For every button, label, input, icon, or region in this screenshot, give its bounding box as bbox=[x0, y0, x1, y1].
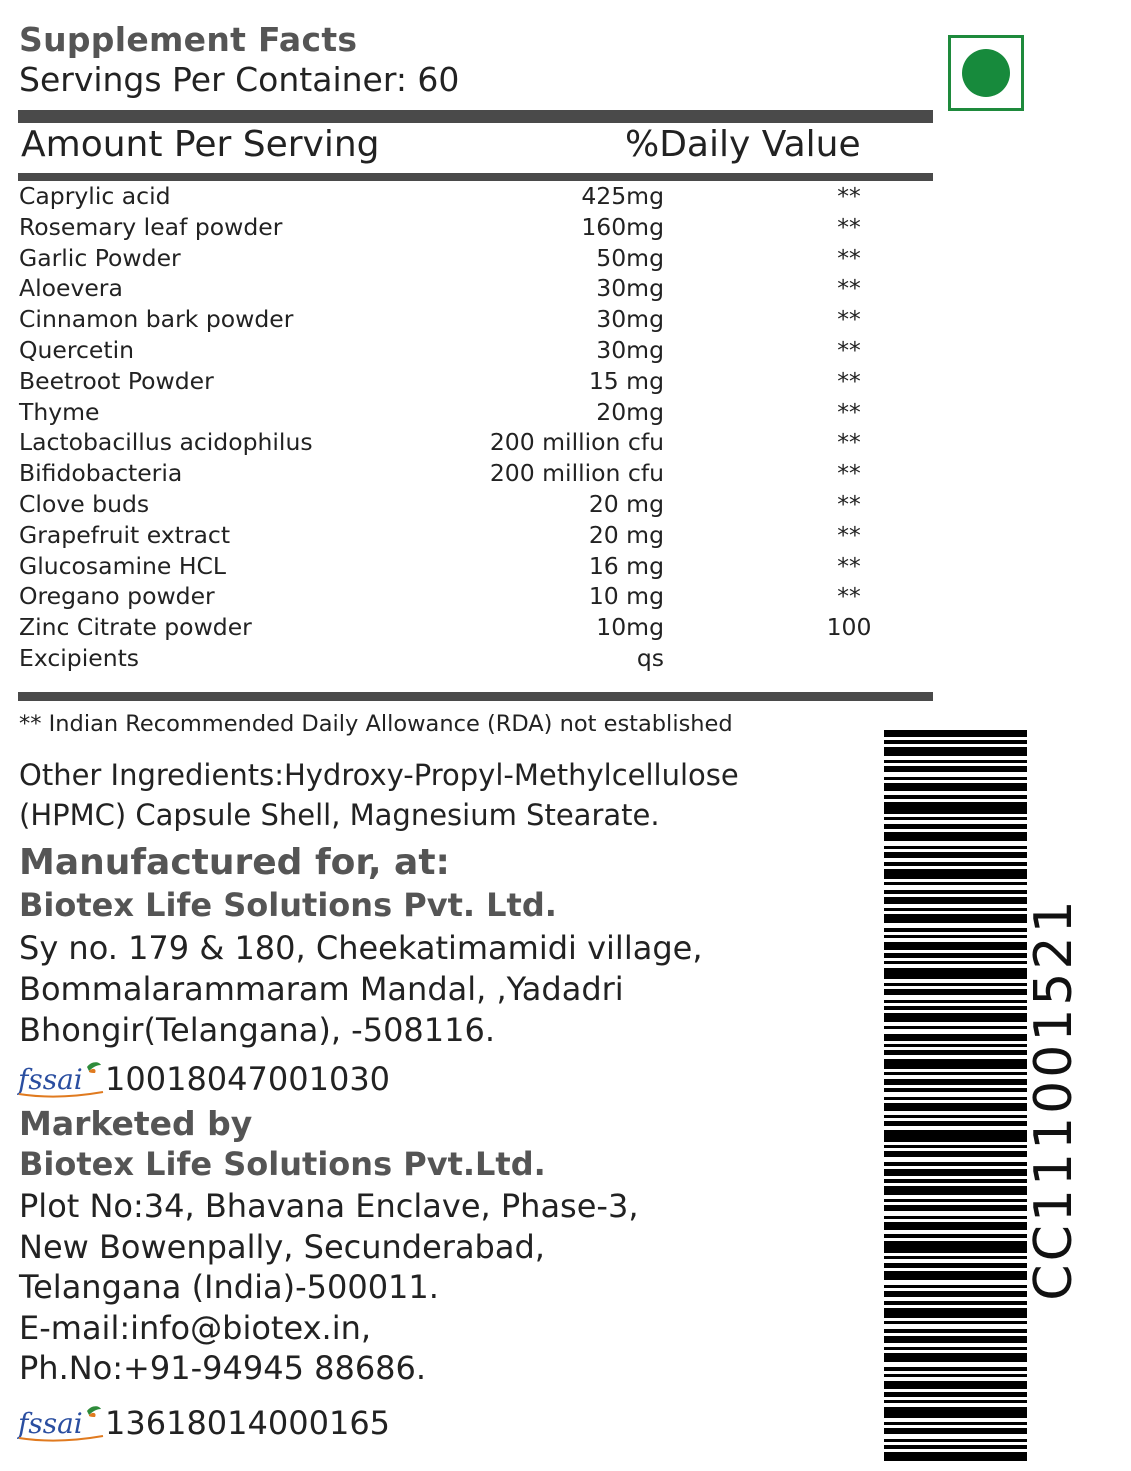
ingredient-dv: ** bbox=[837, 243, 861, 272]
address-line: Sy no. 179 & 180, Cheekatimamidi village, bbox=[19, 929, 703, 967]
manufactured-heading: Manufactured for, at: bbox=[19, 842, 450, 883]
barcode-bar bbox=[884, 869, 1027, 879]
barcode-bar bbox=[884, 1121, 1027, 1126]
barcode-bar bbox=[884, 1445, 1027, 1449]
barcode-bar bbox=[884, 1329, 1027, 1333]
ingredient-name: Clove buds bbox=[19, 489, 150, 518]
barcode-bar bbox=[884, 783, 1027, 791]
top-rule bbox=[18, 110, 933, 123]
other-ingredients bbox=[19, 755, 879, 835]
barcode-bar bbox=[884, 1301, 1027, 1305]
barcode-bar bbox=[884, 1115, 1027, 1118]
ingredient-name: Bifidobacteria bbox=[19, 459, 183, 488]
svg-text:fssai: fssai bbox=[18, 1063, 83, 1096]
ingredient-dv: ** bbox=[837, 182, 861, 210]
barcode bbox=[884, 730, 1027, 1465]
fssai-logo-icon bbox=[17, 1403, 105, 1443]
barcode-bar bbox=[884, 795, 1027, 799]
address-line: Bhongir(Telangana), -508116. bbox=[19, 1011, 496, 1049]
marketed-by-heading: Marketed by bbox=[19, 1104, 253, 1143]
barcode-bar bbox=[884, 908, 1027, 911]
barcode-bar bbox=[884, 1452, 1027, 1461]
ingredient-amount: qs bbox=[636, 643, 664, 672]
barcode-bar bbox=[884, 935, 1027, 938]
ingredient-dv: ** bbox=[837, 274, 861, 303]
ingredient-amount: 50mg bbox=[596, 243, 664, 272]
barcode-bar bbox=[884, 1222, 1027, 1230]
barcode-bar bbox=[884, 1088, 1027, 1092]
barcode-bar bbox=[884, 1151, 1027, 1157]
facts-table bbox=[19, 181, 919, 674]
ingredient-name: Beetroot Powder bbox=[19, 366, 214, 395]
ingredient-dv: ** bbox=[837, 551, 861, 580]
barcode-bar bbox=[884, 961, 1027, 964]
barcode-bar bbox=[884, 942, 1027, 950]
table-row bbox=[19, 520, 919, 551]
manufacturer-address bbox=[19, 928, 869, 1051]
barcode-bar bbox=[884, 1199, 1027, 1202]
ingredient-amount: 30mg bbox=[596, 335, 664, 364]
barcode-bar bbox=[884, 1162, 1027, 1166]
table-row bbox=[19, 243, 919, 274]
barcode-bar bbox=[884, 766, 1027, 772]
barcode-bar bbox=[884, 824, 1027, 829]
manufacturer-company: Biotex Life Solutions Pvt. Ltd. bbox=[19, 886, 557, 924]
barcode-bar bbox=[884, 953, 1027, 958]
fssai-license-marketer bbox=[17, 1403, 390, 1443]
ingredient-name: Oregano powder bbox=[19, 582, 215, 611]
barcode-bar bbox=[884, 802, 1027, 814]
ingredient-dv: ** bbox=[837, 212, 861, 241]
ingredient-amount: 20 mg bbox=[588, 489, 664, 518]
ingredient-name: Rosemary leaf powder bbox=[19, 212, 283, 241]
barcode-bar bbox=[884, 968, 1027, 979]
ingredient-name: Garlic Powder bbox=[19, 243, 181, 272]
daily-value-header: %Daily Value bbox=[625, 124, 861, 165]
barcode-bar bbox=[884, 1130, 1027, 1142]
ingredient-name: Lactobacillus acidophilus bbox=[19, 428, 313, 457]
barcode-bar bbox=[884, 1308, 1027, 1318]
barcode-bar bbox=[884, 1013, 1027, 1022]
barcode-bar bbox=[884, 1044, 1027, 1047]
barcode-number bbox=[1024, 818, 1084, 1380]
ingredient-name: Quercetin bbox=[19, 335, 135, 364]
barcode-bar bbox=[884, 817, 1027, 820]
fssai-number: 10018047001030 bbox=[105, 1060, 391, 1098]
ingredient-dv: ** bbox=[837, 305, 861, 334]
fssai-number: 13618014000165 bbox=[105, 1404, 391, 1442]
barcode-bar bbox=[884, 1407, 1027, 1418]
ingredient-amount: 20 mg bbox=[588, 520, 664, 549]
barcode-bar bbox=[884, 1381, 1027, 1389]
barcode-bar bbox=[884, 1285, 1027, 1288]
barcode-bar bbox=[884, 1072, 1027, 1075]
address-line: Plot No:34, Bhavana Enclave, Phase-3, bbox=[19, 1187, 639, 1225]
table-row bbox=[19, 612, 919, 643]
ingredient-amount: 10 mg bbox=[588, 582, 664, 611]
ingredient-amount: 200 million cfu bbox=[489, 428, 664, 457]
barcode-bar bbox=[884, 1000, 1027, 1003]
email-line: E-mail:info@biotex.in, bbox=[19, 1308, 372, 1347]
barcode-bar bbox=[884, 890, 1027, 894]
barcode-bar bbox=[884, 740, 1027, 744]
ingredient-name: Cinnamon bark powder bbox=[19, 305, 294, 334]
barcode-bar bbox=[884, 882, 1027, 885]
table-row bbox=[19, 273, 919, 304]
ingredient-amount: 200 million cfu bbox=[489, 459, 664, 488]
ingredient-name: Zinc Citrate powder bbox=[19, 613, 252, 642]
barcode-bar bbox=[884, 1079, 1027, 1085]
barcode-bar bbox=[884, 989, 1027, 995]
barcode-bar bbox=[884, 1059, 1027, 1069]
ingredient-amount: 425mg bbox=[581, 182, 664, 210]
barcode-bar bbox=[884, 1097, 1027, 1100]
barcode-bar bbox=[884, 1103, 1027, 1111]
ingredient-amount: 30mg bbox=[596, 274, 664, 303]
barcode-bar bbox=[884, 1205, 1027, 1211]
barcode-bar bbox=[884, 846, 1027, 849]
barcode-bar bbox=[884, 1321, 1027, 1324]
table-row bbox=[19, 304, 919, 335]
barcode-bar bbox=[884, 897, 1027, 904]
ingredient-dv: ** bbox=[837, 428, 861, 457]
barcode-bar bbox=[884, 760, 1027, 763]
address-line: Bommalarammaram Mandal, ,Yadadri bbox=[19, 970, 624, 1008]
address-line: New Bowenpally, Secunderabad, bbox=[19, 1227, 545, 1266]
marketer-company: Biotex Life Solutions Pvt.Ltd. bbox=[19, 1145, 546, 1183]
ingredient-dv: ** bbox=[837, 335, 861, 364]
table-row bbox=[19, 551, 919, 582]
barcode-bar bbox=[884, 1374, 1027, 1377]
ingredient-name: Grapefruit extract bbox=[19, 520, 231, 549]
fssai-license-manufacturer bbox=[17, 1059, 390, 1099]
barcode-bar bbox=[884, 928, 1027, 932]
ingredient-amount: 160mg bbox=[581, 212, 664, 241]
table-row bbox=[19, 458, 919, 489]
address-line: Telangana (India)-500011. bbox=[19, 1268, 439, 1306]
other-ingredients-line: Other Ingredients:Hydroxy-Propyl-Methylcellulose bbox=[19, 758, 739, 792]
barcode-bar bbox=[884, 1145, 1027, 1148]
table-row bbox=[19, 366, 919, 397]
barcode-bar bbox=[884, 730, 1027, 737]
ingredient-dv: ** bbox=[837, 397, 861, 426]
ingredient-dv: 100 bbox=[826, 613, 872, 642]
amount-per-serving-header: Amount Per Serving bbox=[21, 124, 380, 165]
barcode-bar bbox=[884, 1034, 1027, 1041]
ingredient-dv: ** bbox=[837, 366, 861, 395]
supplement-facts-title: Supplement Facts bbox=[19, 20, 358, 59]
barcode-bar bbox=[884, 1179, 1027, 1183]
servings-per-container: Servings Per Container: 60 bbox=[19, 60, 460, 99]
barcode-bar bbox=[884, 852, 1027, 858]
ingredient-dv: ** bbox=[837, 489, 861, 518]
barcode-bar bbox=[884, 1241, 1027, 1253]
barcode-bar bbox=[884, 983, 1027, 986]
ingredient-name: Glucosamine HCL bbox=[19, 551, 226, 580]
table-row bbox=[19, 427, 919, 458]
ingredient-name: Excipients bbox=[19, 643, 140, 672]
barcode-bar bbox=[884, 1234, 1027, 1238]
barcode-bar bbox=[884, 1367, 1027, 1371]
ingredient-name: Thyme bbox=[19, 397, 100, 426]
barcode-bar bbox=[884, 1291, 1027, 1297]
barcode-bar bbox=[884, 1216, 1027, 1219]
barcode-bar bbox=[884, 832, 1027, 841]
table-row bbox=[19, 643, 919, 674]
barcode-bar bbox=[884, 1428, 1027, 1434]
barcode-bar bbox=[884, 1353, 1027, 1362]
ingredient-amount: 30mg bbox=[596, 305, 664, 334]
table-row bbox=[19, 212, 919, 243]
table-row bbox=[19, 181, 919, 212]
table-row bbox=[19, 397, 919, 428]
barcode-bar bbox=[884, 1026, 1027, 1029]
barcode-bar bbox=[884, 1006, 1027, 1010]
rda-footnote: ** Indian Recommended Daily Allowance (RDA) not established bbox=[19, 711, 733, 737]
marketer-address bbox=[19, 1186, 869, 1389]
ingredient-dv: ** bbox=[837, 582, 861, 611]
barcode-bar bbox=[884, 1186, 1027, 1195]
barcode-bar bbox=[884, 1347, 1027, 1350]
other-ingredients-line: (HPMC) Capsule Shell, Magnesium Stearate. bbox=[19, 798, 660, 832]
ingredient-amount: 20mg bbox=[596, 397, 664, 426]
table-row bbox=[19, 581, 919, 612]
ingredient-amount: 10mg bbox=[596, 613, 664, 642]
svg-text:fssai: fssai bbox=[18, 1407, 83, 1440]
barcode-bar bbox=[884, 1169, 1027, 1176]
table-row bbox=[19, 489, 919, 520]
barcode-bar bbox=[884, 1439, 1027, 1442]
ingredient-dv: ** bbox=[837, 520, 861, 549]
barcode-bar bbox=[884, 914, 1027, 923]
phone-line: Ph.No:+91-94945 88686. bbox=[19, 1349, 427, 1387]
header-rule bbox=[18, 173, 933, 181]
barcode-number-text: CC111001521 bbox=[1024, 897, 1084, 1301]
barcode-bar bbox=[884, 1256, 1027, 1259]
ingredient-name: Aloevera bbox=[19, 274, 123, 303]
veg-dot-icon bbox=[962, 49, 1010, 97]
ingredient-amount: 15 mg bbox=[588, 366, 664, 395]
barcode-bar bbox=[884, 862, 1027, 866]
ingredient-amount: 16 mg bbox=[588, 551, 664, 580]
bottom-rule bbox=[18, 692, 933, 701]
barcode-bar bbox=[884, 747, 1027, 756]
barcode-bar bbox=[884, 1400, 1027, 1403]
barcode-bar bbox=[884, 1422, 1027, 1425]
barcode-bar bbox=[884, 777, 1027, 780]
barcode-bar bbox=[884, 1263, 1027, 1268]
table-row bbox=[19, 335, 919, 366]
barcode-bar bbox=[884, 1392, 1027, 1397]
ingredient-dv: ** bbox=[837, 459, 861, 488]
veg-mark-icon bbox=[948, 35, 1024, 111]
barcode-bar bbox=[884, 1336, 1027, 1343]
fssai-logo-icon bbox=[17, 1059, 105, 1099]
barcode-bar bbox=[884, 1271, 1027, 1280]
barcode-bar bbox=[884, 1050, 1027, 1055]
ingredient-name: Caprylic acid bbox=[19, 182, 171, 210]
